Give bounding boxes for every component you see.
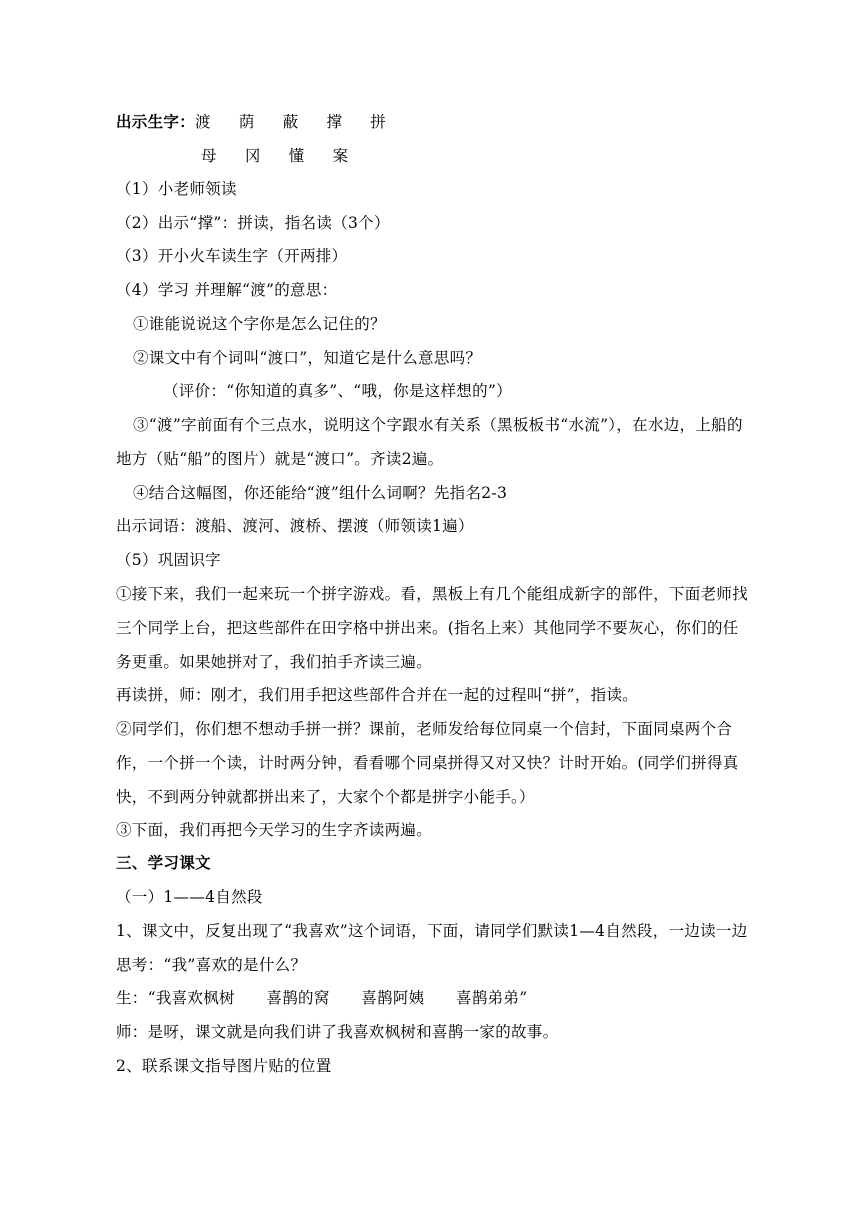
teacher-response: 师：是呀，课文就是向我们讲了我喜欢枫树和喜鹊一家的故事。	[116, 1023, 559, 1041]
step-4: （4）学习 并理解“渡”的意思：	[116, 281, 338, 299]
game-paragraph: ①接下来，我们一起来玩一个拼字游戏。看，黑板上有几个能组成新字的部件，下面老师找三个同学上台，把这些部件在田字格中拼出来。(指名上来）其他同学不要灰心，你们的任务更重。如果她拼对了，我们拍手齐读三遍。	[116, 585, 749, 671]
section-3-heading: 三、学习课文	[116, 854, 211, 872]
show-chars-row-1	[116, 112, 750, 132]
question-2-evaluation: （评价：“你知道的真多”、“哦，你是这样想的”）	[163, 382, 512, 400]
student-answer: 生：“我喜欢枫树 喜鹊的窝 喜鹊阿姨 喜鹊弟弟”	[116, 989, 528, 1007]
char-item: 撑	[326, 113, 343, 131]
question-4: ④结合这幅图，你还能给“渡”组什么词啊？先指名2-3	[133, 484, 508, 502]
task-2: 2、联系课文指导图片贴的位置	[116, 1057, 332, 1075]
reread-paragraph: 再读拼，师：刚才，我们用手把这些部件合并在一起的过程叫“拼”，指读。	[116, 686, 639, 704]
step-1: （1）小老师领读	[116, 180, 237, 198]
read-again: ③下面，我们再把今天学习的生字齐读两遍。	[116, 821, 433, 839]
char-item: 懂	[288, 147, 305, 165]
char-item: 母	[201, 147, 217, 165]
char-item: 冈	[244, 147, 261, 165]
char-item: 蔽	[282, 113, 299, 131]
step-2: （2）出示“撑”：拼读，指名读（3个）	[116, 214, 390, 232]
part-1: （一）1——4自然段	[116, 888, 263, 906]
step-5: （5）巩固识字	[116, 551, 221, 569]
words-shown: 出示词语：渡船、渡河、渡桥、摆渡（师领读1遍）	[116, 517, 474, 535]
question-3: ③“渡”字前面有个三点水，说明这个字跟水有关系（黑板板书“水流”），在水边，上船的地方（贴“船”的图片）就是“渡口”。齐读2遍。	[116, 416, 743, 468]
question-1: ①谁能说说这个字你是怎么记住的？	[133, 315, 386, 333]
task-1: 1、课文中，反复出现了“我喜欢”这个词语，下面，请同学们默读1—4自然段，一边读一边思考：“我”喜欢的是什么？	[116, 922, 748, 974]
char-item: 案	[332, 147, 349, 165]
pair-paragraph: ②同学们，你们想不想动手拼一拼？课前，老师发给每位同桌一个信封，下面同桌两个合作，一个拼一个读，计时两分钟，看看哪个同桌拼得又对又快？计时开始。(同学们拼得真快，不到两分钟就都拼出来了，大家个个都是拼字小能手。）	[116, 720, 739, 806]
step-3: （3）开小火车读生字（开两排）	[116, 247, 348, 265]
char-item: 荫	[238, 113, 255, 131]
char-item: 拼	[370, 113, 387, 131]
show-chars-label: 出示生字：	[116, 113, 196, 131]
question-2: ②课文中有个词叫“渡口”，知道它是什么意思吗？	[133, 349, 482, 367]
show-chars-row-2	[201, 146, 750, 166]
char-item: 渡	[195, 113, 211, 131]
